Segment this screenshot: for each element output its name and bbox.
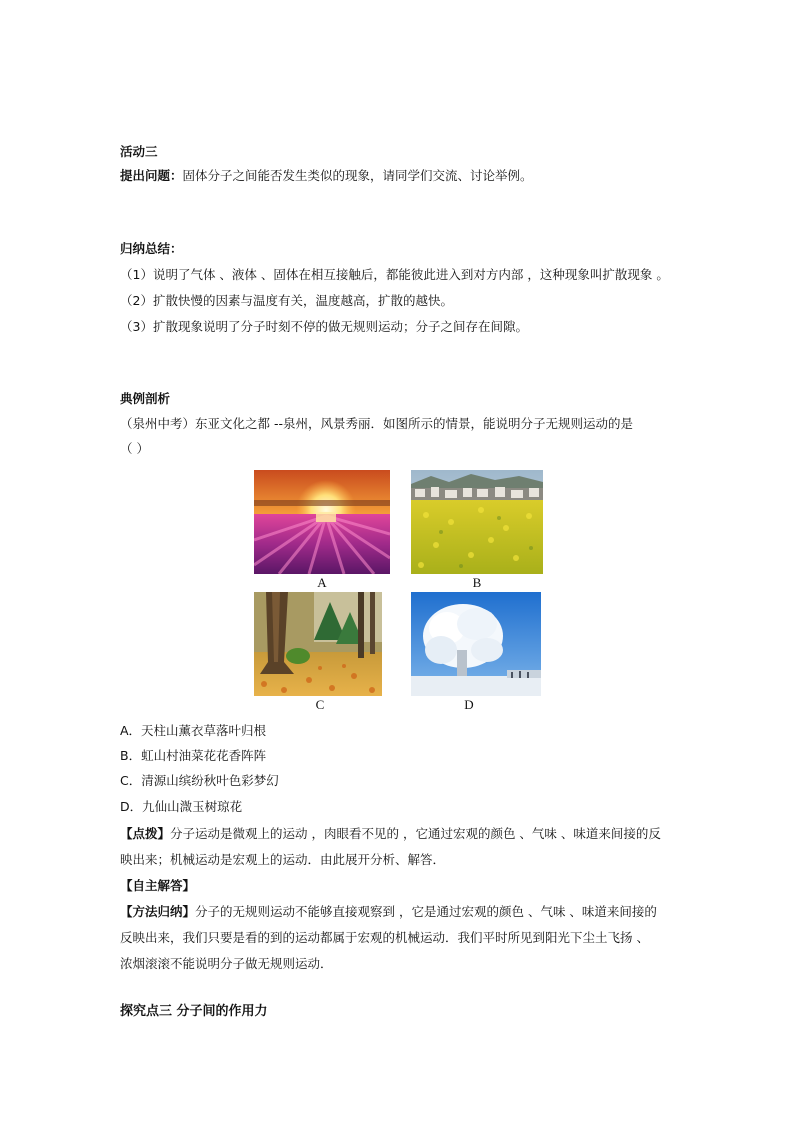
- hint-line-2: 映出来；机械运动是宏观上的运动．由此展开分析、解答．: [120, 852, 446, 867]
- figure-caption-a: A: [317, 575, 327, 590]
- autumn-leaves-photo: [254, 592, 382, 696]
- method-label: 【方法归纳】: [120, 904, 196, 919]
- example-question-line-1: （泉州中考）东亚文化之都 --泉州，风景秀丽．如图所示的情景，能说明分子无规则运动的是: [120, 416, 633, 431]
- question-line: [120, 167, 533, 185]
- option-c: C．清源山缤纷秋叶色彩梦幻: [120, 773, 279, 788]
- summary-item-2: （2）扩散快慢的因素与温度有关，温度越高，扩散的越快。: [120, 293, 453, 308]
- lavender-field-photo: [254, 470, 390, 574]
- example-question-line-2: （ ）: [120, 441, 149, 456]
- option-a: A．天柱山薰衣草落叶归根: [120, 723, 267, 738]
- method-line-2: 反映出来，我们只要是看的到的运动都属于宏观的机械运动．我们平时所见到阳光下尘土飞扬 、: [120, 930, 649, 945]
- figure-caption-c: C: [315, 697, 325, 712]
- option-d: D．九仙山溦玉树琼花: [120, 799, 243, 814]
- method-line-3: 浓烟滚滚不能说明分子做无规则运动．: [120, 956, 333, 971]
- figure-caption-d: D: [464, 697, 474, 712]
- rapeseed-field-photo: [411, 470, 543, 574]
- activity-heading: 活动三: [120, 144, 158, 159]
- hint-text-1: 分子运动是微观上的运动 ，肉眼看不见的 ，它通过宏观的颜色 、气味 、味道来间接的反: [170, 826, 661, 841]
- method-text-1: 分子的无规则运动不能够直接观察到 ，它是通过宏观的颜色 、气味 、味道来间接的: [195, 904, 657, 919]
- question-label: 提出问题：: [120, 168, 183, 183]
- frosted-tree-photo: [411, 592, 541, 696]
- figure-caption-b: B: [472, 575, 482, 590]
- summary-item-1: （1）说明了气体 、液体 、固体在相互接触后，都能彼此进入到对方内部 ，这种现象叫扩散现象 。: [120, 267, 669, 282]
- section-heading: 探究点三 分子间的作用力: [120, 1004, 268, 1019]
- option-b: B．虹山村油菜花花香阵阵: [120, 748, 267, 763]
- method-line-1: [120, 903, 657, 921]
- hint-line-1: [120, 825, 661, 843]
- example-heading: 典例剖析: [120, 391, 171, 406]
- summary-heading: 归纳总结：: [120, 241, 183, 256]
- hint-label: 【点拨】: [120, 826, 171, 841]
- question-text: 固体分子之间能否发生类似的现象，请同学们交流、讨论举例。: [182, 168, 533, 183]
- summary-item-3: （3）扩散现象说明了分子时刻不停的做无规则运动；分子之间存在间隙。: [120, 319, 528, 334]
- self-answer-label: 【自主解答】: [120, 878, 196, 893]
